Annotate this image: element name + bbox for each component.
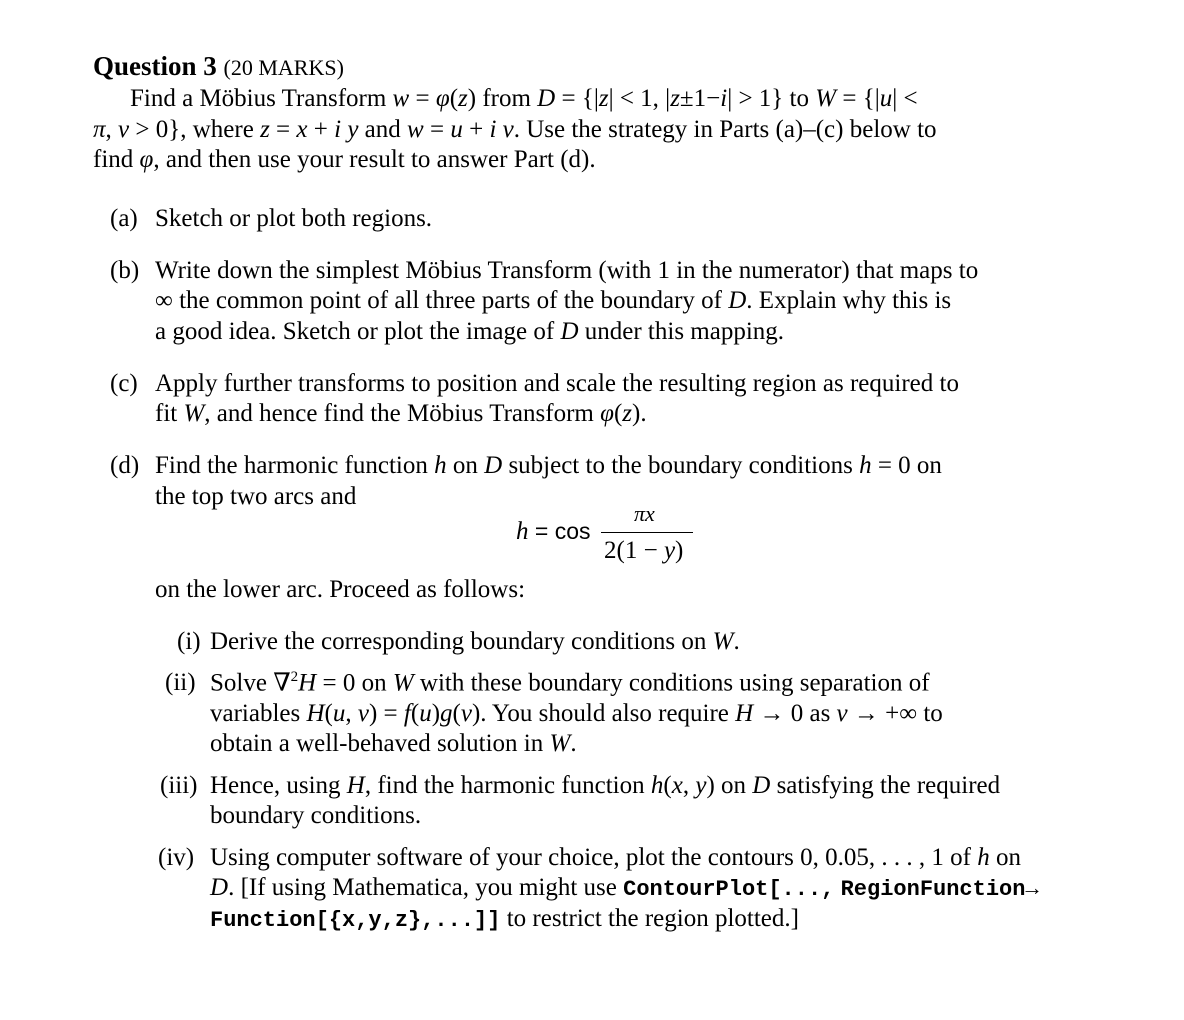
math-var: u bbox=[879, 85, 893, 112]
sub-i-body: Derive the corresponding boundary conditions on bbox=[210, 628, 713, 655]
math-var: v bbox=[460, 700, 472, 727]
math-var: H bbox=[306, 700, 325, 727]
math-var: y bbox=[695, 772, 707, 799]
part-c-text: ). bbox=[632, 400, 647, 427]
math-var: h bbox=[977, 844, 990, 871]
sub-ii-text: obtain a well-behaved solution in bbox=[210, 730, 550, 757]
part-d-text: Find the harmonic function bbox=[155, 452, 435, 479]
part-b-line-3 bbox=[155, 319, 784, 344]
sub-ii-text: → +∞ to bbox=[847, 700, 943, 727]
math-var: z bbox=[670, 85, 680, 112]
equation-cos: = cos bbox=[528, 518, 591, 544]
math-var: w bbox=[392, 85, 410, 112]
intro-text: > 0}, where bbox=[129, 116, 261, 143]
part-d-text: subject to the boundary conditions bbox=[502, 452, 860, 479]
math-var: i y bbox=[334, 116, 359, 143]
sub-ii-line-1 bbox=[210, 670, 930, 695]
part-b-text: ∞ the common point of all three parts of the boundary of bbox=[155, 287, 729, 314]
code-snippet: RegionFunction→ bbox=[840, 877, 1039, 902]
math-var: D bbox=[210, 874, 229, 901]
math-text: 2(1 − bbox=[604, 537, 664, 564]
sub-i-label: (i) bbox=[177, 628, 201, 655]
math-var: x bbox=[296, 116, 308, 143]
math-var: z bbox=[458, 85, 468, 112]
part-b-label: (b) bbox=[110, 257, 140, 284]
sub-ii-text: ( bbox=[324, 700, 333, 727]
code-snippet: Function[{x,y,z},...]] bbox=[210, 908, 501, 933]
sub-iv-label: (iv) bbox=[158, 844, 195, 871]
sub-ii-text: ( bbox=[452, 700, 461, 727]
code-snippet: ContourPlot[..., bbox=[623, 877, 835, 902]
math-var: u bbox=[419, 700, 432, 727]
sub-ii-text: . bbox=[570, 730, 577, 757]
sub-ii-text: variables bbox=[210, 700, 307, 727]
sub-ii-text: = 0 on bbox=[316, 669, 393, 697]
sub-ii-text: ) = bbox=[368, 700, 404, 727]
intro-text: Find a Möbius Transform bbox=[130, 85, 393, 112]
intro-text: , and then use your result to answer Part (d). bbox=[153, 146, 596, 173]
math-text: ) bbox=[675, 537, 684, 564]
intro-text: | < 1, | bbox=[608, 85, 671, 112]
intro-text: ±1− bbox=[679, 85, 721, 112]
intro-text: | < bbox=[892, 85, 918, 112]
part-c-text: fit bbox=[155, 400, 184, 427]
intro-text: = bbox=[269, 116, 297, 143]
math-var: z bbox=[622, 400, 632, 427]
part-c-line-1: Apply further transforms to position and scale the resulting region as required to bbox=[155, 370, 959, 397]
intro-text: = {| bbox=[555, 85, 599, 112]
sub-iv-text: . [If using Mathematica, you might use bbox=[228, 874, 624, 901]
math-sup: 2 bbox=[290, 669, 299, 685]
intro-text: + bbox=[307, 116, 335, 143]
part-a-text: Sketch or plot both regions. bbox=[155, 205, 433, 232]
math-var: π bbox=[93, 116, 106, 143]
sub-ii-label: (ii) bbox=[165, 669, 196, 696]
sub-iv-line-3 bbox=[210, 906, 799, 932]
question-marks: (20 MARKS) bbox=[223, 55, 344, 80]
sub-iv-line-2 bbox=[210, 875, 1039, 901]
part-b-text: a good idea. Sketch or plot the image of bbox=[155, 318, 561, 345]
sub-iii-text: , find the harmonic function bbox=[364, 772, 651, 799]
intro-line-1 bbox=[130, 86, 918, 111]
math-var: i bbox=[720, 85, 728, 112]
sub-i-text bbox=[210, 629, 740, 654]
math-var: h bbox=[434, 452, 447, 479]
part-c-text: , and hence find the Möbius Transform bbox=[204, 400, 601, 427]
part-d-line-2: the top two arcs and bbox=[155, 483, 357, 510]
sub-iii-line-1 bbox=[210, 773, 1000, 798]
intro-text: = {| bbox=[836, 85, 880, 112]
math-var: h bbox=[650, 772, 664, 799]
math-var: W bbox=[712, 628, 734, 655]
math-var: x bbox=[645, 501, 655, 526]
sub-iii-text: , bbox=[682, 772, 696, 799]
part-d-label: (d) bbox=[110, 452, 140, 479]
part-d-line-1 bbox=[155, 453, 942, 478]
sub-ii-text: , bbox=[345, 700, 358, 727]
math-var: φ bbox=[435, 85, 450, 112]
fraction-bar bbox=[601, 532, 693, 533]
intro-text: , bbox=[105, 116, 119, 143]
fraction-numerator bbox=[634, 503, 655, 525]
math-var: π bbox=[634, 501, 646, 526]
part-b-line-2 bbox=[155, 288, 951, 313]
sub-ii-text: → 0 as bbox=[753, 700, 837, 727]
math-var: z bbox=[598, 85, 609, 112]
part-c-line-2 bbox=[155, 401, 647, 426]
question-heading bbox=[93, 53, 344, 80]
sub-iv-text: Using computer software of your choice, plot the contours 0, 0.05, . . . , 1 of bbox=[210, 844, 978, 871]
math-var: D bbox=[560, 318, 579, 345]
math-var: D bbox=[752, 772, 771, 799]
math-var: φ bbox=[139, 146, 154, 173]
math-var: v bbox=[357, 700, 369, 727]
math-var: w bbox=[407, 116, 424, 143]
intro-text: and bbox=[358, 116, 408, 143]
math-var: f bbox=[403, 700, 411, 727]
intro-line-3 bbox=[93, 147, 596, 172]
math-var: φ bbox=[600, 400, 614, 427]
math-var: H bbox=[735, 700, 754, 727]
intro-text: ) from bbox=[467, 85, 538, 112]
sub-ii-line-3 bbox=[210, 731, 577, 756]
math-var: W bbox=[392, 669, 414, 697]
intro-text: + bbox=[462, 116, 490, 143]
math-var: z bbox=[260, 116, 270, 143]
sub-iv-text: to restrict the region plotted.] bbox=[500, 905, 799, 932]
math-var: H bbox=[298, 669, 317, 697]
sub-iii-text: Hence, using bbox=[210, 772, 347, 799]
sub-iii-text: satisfying the required bbox=[770, 772, 1001, 799]
part-d-text: = 0 on bbox=[871, 452, 942, 479]
math-var: h bbox=[859, 452, 872, 479]
part-c-text: ( bbox=[613, 400, 623, 427]
math-var: D bbox=[728, 287, 747, 314]
intro-text: . Use the strategy in Parts (a)–(c) below to bbox=[513, 116, 937, 143]
part-b-line-1: Write down the simplest Möbius Transform (with 1 in the numerator) that maps to bbox=[155, 257, 979, 284]
math-var: x bbox=[671, 772, 683, 799]
sub-iii-line-2: boundary conditions. bbox=[210, 802, 422, 829]
sub-iii-text: ( bbox=[663, 772, 672, 799]
part-b-text: under this mapping. bbox=[578, 318, 785, 345]
math-var: v bbox=[836, 700, 848, 727]
equation-fraction bbox=[601, 503, 693, 565]
math-var: D bbox=[484, 452, 503, 479]
math-var: W bbox=[549, 730, 571, 757]
sub-i-body: . bbox=[733, 628, 740, 655]
math-var: i v bbox=[489, 116, 514, 143]
math-var: y bbox=[663, 537, 676, 564]
sub-ii-text: ). You should also require bbox=[471, 700, 736, 727]
part-a-label: (a) bbox=[110, 205, 138, 232]
intro-text: | > 1} to bbox=[727, 85, 816, 112]
equation-lhs bbox=[516, 519, 591, 544]
sub-iii-text: ) on bbox=[706, 772, 753, 799]
sub-iv-line-1 bbox=[210, 845, 1021, 870]
intro-text: ( bbox=[449, 85, 459, 112]
question-number: Question 3 bbox=[93, 51, 217, 81]
math-var: g bbox=[440, 700, 453, 727]
part-c-label: (c) bbox=[110, 370, 138, 397]
sub-iv-text: on bbox=[989, 844, 1021, 871]
math-var: v bbox=[118, 116, 130, 143]
math-var: u bbox=[332, 700, 346, 727]
sub-ii-text: with these boundary conditions using separation of bbox=[413, 669, 930, 697]
part-d-line-3: on the lower arc. Proceed as follows: bbox=[155, 576, 526, 603]
math-var: D bbox=[537, 85, 556, 112]
math-var: h bbox=[516, 518, 529, 545]
intro-text: = bbox=[423, 116, 451, 143]
part-b-text: . Explain why this is bbox=[746, 287, 952, 314]
intro-line-2 bbox=[93, 117, 937, 142]
part-d-text: on bbox=[446, 452, 485, 479]
fraction-denominator bbox=[604, 538, 683, 563]
sub-ii-line-2 bbox=[210, 701, 943, 726]
sub-ii-text: ( bbox=[410, 700, 420, 727]
sub-ii-text: Solve ∇ bbox=[210, 669, 291, 697]
math-var: W bbox=[183, 400, 205, 427]
intro-text: = bbox=[409, 85, 436, 112]
math-var: u bbox=[450, 116, 463, 143]
math-var: H bbox=[346, 772, 365, 799]
intro-text: find bbox=[93, 146, 140, 173]
sub-ii-text: ) bbox=[431, 700, 441, 727]
math-var: W bbox=[815, 85, 837, 112]
sub-iii-label: (iii) bbox=[160, 772, 198, 799]
